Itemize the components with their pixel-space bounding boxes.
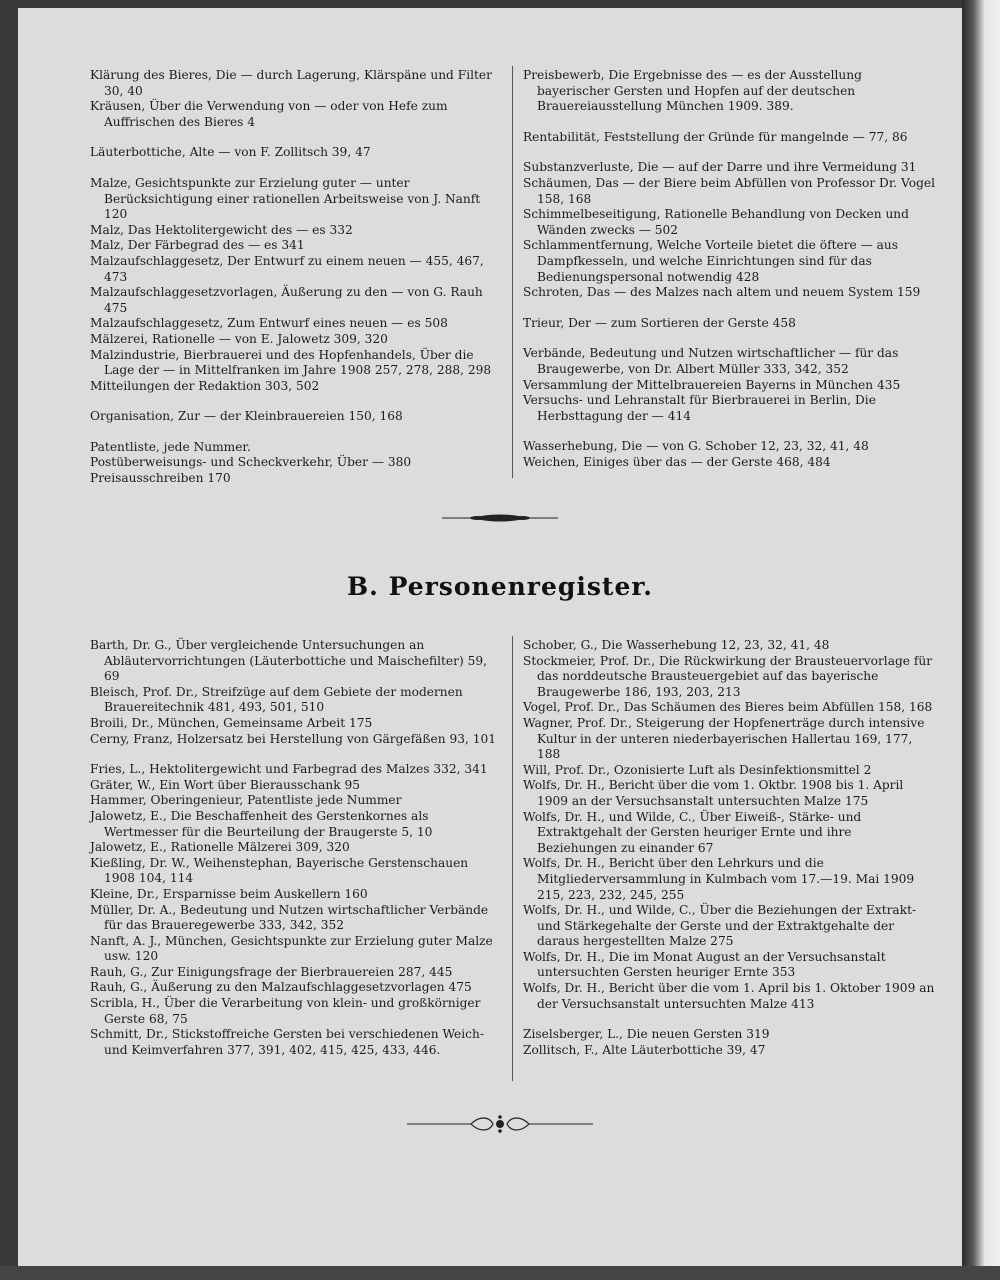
index-entry: Malzindustrie, Bierbrauerei und des Hopfenhandels, Über die Lage der — in Mittelfranken im Jahre 1908 257, 278, 288, 298: [90, 347, 492, 378]
section-heading: B. Personenregister.: [347, 572, 653, 601]
index-entry: Schäumen, Das — der Biere beim Abfüllen von Professor Dr. Vogel 158, 168: [523, 175, 935, 206]
index-entry: Kleine, Dr., Ersparnisse beim Auskellern 160: [90, 886, 368, 901]
index-entry: Rauh, G., Zur Einigungsfrage der Bierbrauereien 287, 445: [90, 964, 453, 979]
index-entry: Bleisch, Prof. Dr., Streifzüge auf dem Gebiete der modernen Brauereitechnik 481, 493, 501, 510: [90, 684, 463, 715]
index-entry: Rauh, G., Äußerung zu den Malzaufschlaggesetzvorlagen 475: [90, 980, 472, 995]
scan-border: [0, 1266, 1000, 1280]
index-entry: Scribla, H., Über die Verarbeitung von klein- und großkörniger Gerste 68, 75: [90, 996, 481, 1026]
index-entry: Postüberweisungs- und Scheckverkehr, Über — 380: [90, 455, 412, 470]
index-entry: Schlammentfernung, Welche Vorteile bietet die öftere — aus Dampfkesseln, und welche Einrichtungen sind für das Bedienungspersonal notwendig 428: [523, 238, 899, 284]
index-entry: Jalowetz, E., Rationelle Mälzerei 309, 320: [90, 840, 350, 855]
index-entry: Schimmelbeseitigung, Rationelle Behandlung von Decken und Wänden zwecks — 502: [523, 207, 909, 237]
index-entry: Broili, Dr., München, Gemeinsame Arbeit 175: [90, 715, 373, 730]
index-entry: Versammlung der Mittelbrauereien Bayerns in München 435: [523, 377, 901, 392]
index-entry: Versuchs- und Lehranstalt für Bierbrauerei in Berlin, Die Herbsttagung der — 414: [523, 393, 876, 423]
column-divider-bottom: [512, 636, 513, 1081]
index-entry: Kießling, Dr. W., Weihenstephan, Bayerische Gerstenschauen 1908 104, 114: [90, 855, 469, 886]
index-entry: Malz, Das Hektolitergewicht des — es 332: [90, 222, 353, 237]
index-entry: Wasserhebung, Die — von G. Schober 12, 23, 32, 41, 48: [523, 439, 869, 454]
index-entry: Preisbewerb, Die Ergebnisse des — es der Ausstellung bayerischer Gersten und Hopfen auf der deutschen Brauereiausstellung München 1909. 389.: [523, 68, 862, 114]
personenregister-column-right: [523, 638, 935, 1058]
index-entry: Schober, G., Die Wasserhebung 12, 23, 32, 41, 48: [523, 638, 830, 652]
index-entry: Trieur, Der — zum Sortieren der Gerste 458: [523, 315, 796, 330]
index-entry: Malzaufschlaggesetz, Der Entwurf zu einem neuen — 455, 467, 473: [90, 253, 484, 284]
index-entry: Zollitsch, F., Alte Läuterbottiche 39, 47: [523, 1042, 766, 1057]
index-entry: Weichen, Einiges über das — der Gerste 468, 484: [523, 454, 831, 469]
index-entry: Wolfs, Dr. H., Bericht über die vom 1. Oktbr. 1908 bis 1. April 1909 an der Versuchsanstalt untersuchten Malze 175: [523, 778, 904, 808]
closing-ornament: [405, 1114, 595, 1134]
index-entry: Wolfs, Dr. H., und Wilde, C., Über Eiweiß-, Stärke- und Extraktgehalt der Gersten heuriger Ernte und ihre Beziehungen zu einander 67: [523, 809, 862, 855]
index-entry: Wolfs, Dr. H., Bericht über den Lehrkurs und die Mitgliederversammlung in Kulmbach vom 17.—19. Mai 1909 215, 223, 232, 245, 255: [523, 856, 915, 902]
sachregister-column-left: [90, 68, 502, 487]
index-entry: Schroten, Das — des Malzes nach altem und neuem System 159: [523, 285, 921, 300]
index-entry: Preisausschreiben 170: [90, 471, 231, 486]
index-entry: Wolfs, Dr. H., Die im Monat August an der Versuchsanstalt untersuchten Gersten heuriger Ernte 353: [523, 949, 886, 980]
divider-ornament-top: [440, 512, 560, 524]
index-entry: Malz, Der Färbegrad des — es 341: [90, 238, 305, 253]
column-divider-top: [512, 66, 513, 478]
sachregister-column-right: [523, 68, 935, 470]
index-entry: Wagner, Prof. Dr., Steigerung der Hopfenerträge durch intensive Kultur in der unteren niederbayerischen Hallertau 169, 177, 188: [523, 715, 925, 762]
index-entry: Schmitt, Dr., Stickstoffreiche Gersten bei verschiedenen Weich- und Keimverfahren 377, 391, 402, 415, 425, 433, 446.: [90, 1027, 484, 1057]
index-entry: Malze, Gesichtspunkte zur Erzielung guter — unter Berücksichtigung einer rationellen Arbeitsweise von J. Nanft 120: [90, 175, 481, 222]
index-entry: Vogel, Prof. Dr., Das Schäumen des Bieres beim Abfüllen 158, 168: [523, 700, 933, 715]
index-entry: Klärung des Bieres, Die — durch Lagerung, Klärspäne und Filter 30, 40: [90, 68, 492, 98]
index-entry: Malzaufschlaggesetzvorlagen, Äußerung zu den — von G. Rauh 475: [90, 285, 483, 315]
index-entry: Nanft, A. J., München, Gesichtspunkte zur Erzielung guter Malze usw. 120: [90, 933, 493, 964]
index-entry: Rentabilität, Feststellung der Gründe für mangelnde — 77, 86: [523, 129, 908, 144]
index-entry: Ziselsberger, L., Die neuen Gersten 319: [523, 1027, 770, 1042]
index-entry: Cerny, Franz, Holzersatz bei Herstellung von Gärgefäßen 93, 101: [90, 731, 496, 746]
index-entry: Malzaufschlaggesetz, Zum Entwurf eines neuen — es 508: [90, 316, 448, 331]
index-entry: Verbände, Bedeutung und Nutzen wirtschaftlicher — für das Braugewerbe, von Dr. Albert Müller 333, 342, 352: [523, 346, 899, 376]
index-entry: Mälzerei, Rationelle — von E. Jalowetz 309, 320: [90, 331, 388, 346]
personenregister-column-left: [90, 638, 502, 1058]
index-entry: Fries, L., Hektolitergewicht und Farbegrad des Malzes 332, 341: [90, 762, 488, 777]
index-entry: Patentliste, jede Nummer.: [90, 439, 251, 454]
index-entry: Läuterbottiche, Alte — von F. Zollitsch 39, 47: [90, 145, 371, 160]
index-entry: Mitteilungen der Redaktion 303, 502: [90, 378, 320, 393]
index-entry: Müller, Dr. A., Bedeutung und Nutzen wirtschaftlicher Verbände für das Braueregewerbe 333, 342, 352: [90, 902, 489, 933]
index-entry: Wolfs, Dr. H., Bericht über die vom 1. April bis 1. Oktober 1909 an der Versuchsanstalt untersuchten Malze 413: [523, 981, 935, 1011]
index-entry: Gräter, W., Ein Wort über Bierausschank 95: [90, 777, 360, 792]
index-entry: Organisation, Zur — der Kleinbrauereien 150, 168: [90, 409, 403, 424]
page-edge: [962, 0, 1000, 1280]
index-entry: Will, Prof. Dr., Ozonisierte Luft als Desinfektionsmittel 2: [523, 762, 872, 777]
index-entry: Hammer, Oberingenieur, Patentliste jede Nummer: [90, 793, 402, 808]
index-entry: Jalowetz, E., Die Beschaffenheit des Gerstenkornes als Wertmesser für die Beurteilung der Braugerste 5, 10: [90, 808, 433, 839]
index-entry: Stockmeier, Prof. Dr., Die Rückwirkung der Brausteuervorlage für das norddeutsche Brausteuergebiet auf das bayerische Braugewerbe 186, 193, 203, 213: [523, 653, 933, 699]
index-entry: Barth, Dr. G., Über vergleichende Untersuchungen an Abläutervorrichtungen (Läuterbottiche und Maischefilter) 59, 69: [90, 638, 487, 684]
index-entry: Kräusen, Über die Verwendung von — oder von Hefe zum Auffrischen des Bieres 4: [90, 99, 448, 129]
index-entry: Wolfs, Dr. H., und Wilde, C., Über die Beziehungen der Extrakt- und Stärkegehalte der Gerste und der Extraktgehalte der daraus hergestellten Malze 275: [523, 903, 917, 949]
index-entry: Substanzverluste, Die — auf der Darre und ihre Vermeidung 31: [523, 160, 917, 175]
